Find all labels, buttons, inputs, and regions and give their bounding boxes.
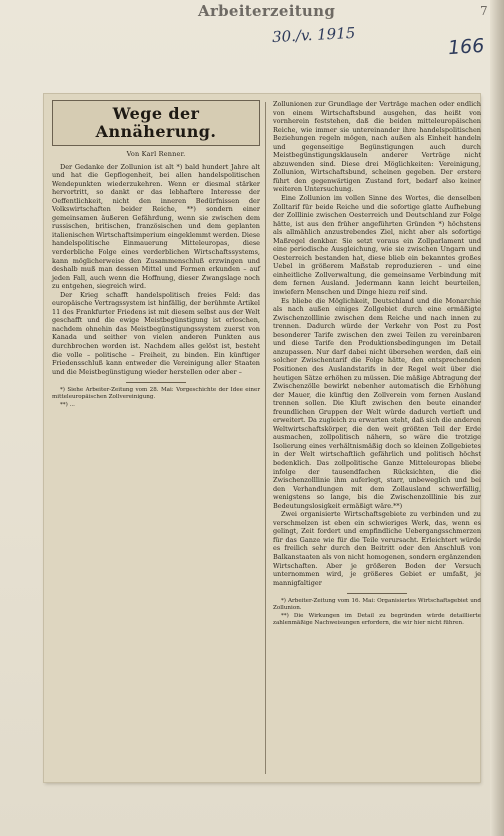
article-title: Wege der Annäherung. bbox=[95, 104, 217, 141]
headline-box bbox=[52, 100, 260, 146]
footnote-rule bbox=[347, 593, 407, 594]
article-paragraph: Der Krieg schafft handelspolitisch freies Feld: das europäische Vertragssystem ist hinfällig, der berühmte Artikel 11 des Frankfurter Friedens ist mit diesem selbst aus der Welt geschafft und die ewige Meistbegünstigung ist erloschen, nachdem ohnehin das Meistbegünstigungssystem zuerst von Kanada und seither von vielen anderen Punkten aus durchbrochen worden ist. Nachdem alles gelöst ist, besteht die volle – politische – Freiheit, zu binden. Ein künftiger Friedensschluß kann entweder die Vereinigung aller Staaten und die Meistbegünstigung wieder herstellen oder aber – bbox=[52, 290, 260, 376]
top-corner-mark: 7 bbox=[480, 4, 488, 18]
article-right-column bbox=[273, 100, 481, 627]
column-divider bbox=[265, 102, 266, 774]
footnote: *) Arbeiter-Zeitung vom 16. Mai: Organisiertes Wirtschaftsgebiet und Zollunion. bbox=[273, 598, 481, 612]
article-byline: Von Karl Renner. bbox=[126, 150, 186, 158]
handwritten-date: 30./v. 1915 bbox=[271, 23, 356, 47]
handwritten-page-number: 166 bbox=[447, 34, 485, 60]
article-paragraph: Zollunionen zur Grundlage der Verträge machen oder endlich von einem Wirtschaftsbund ausgehen, das heißt von vornherein feststehen, daß die beiden mitteleuropäischen Reiche, wie immer sie untereinander ihre handelspolitischen Beziehungen regeln mögen, nach außen als Einheit handeln und gegenseitige Begünstigungen auch durch Meistbegünstigungsklauseln anderer Verträge nicht abzuwenden sind. Diese drei Möglichkeiten: Vereinigung, Zollunion, Wirtschaftsbund, scheinen gegeben. Der erstere führt den gegenwärtigen Zustand fort, bedarf also keiner weiteren Untersuchung. bbox=[273, 100, 481, 194]
footnote: **) Die Wirkungen im Detail zu begründen würde detaillierte zahlenmäßige Nachweisungen erfordern, die wir hier nicht führen. bbox=[273, 612, 481, 626]
article-paragraph: Zwei organisierte Wirtschaftsgebiete zu verbinden und zu verschmelzen ist eben ein schwieriges Werk, das, wenn es gelingt, Zeit fordert und empfindliche Uebergangsschmerzen für das Ganze wie für die Teile verursacht. Erleichtert würde es freilich sehr durch den Beitritt oder den Anschluß von Balkanstaaten als von nicht homogenen, sondern ergänzenden Wirtschaften. Aber je größeren Boden der Versuch unternommen wird, je größeres Gebiet er umfaßt, je mannigfaltiger bbox=[273, 510, 481, 587]
footnote-rule bbox=[126, 382, 186, 383]
article-paragraph: Eine Zollunion im vollen Sinne des Wortes, die denselben Zolltarif für beide Reiche und die sofortige glatte Aufhebung der Zolllinie zwischen Oesterreich und Deutschland zur Folge hätte, ist aus den früher angeführten Gründen *) höchstens als allmählich anzustrebendes Ziel, nicht aber als sofortige Maßregel denkbar. Sie setzt voraus ein Zollparlament und eine periodische Ausgleichung, wie sie zwischen Ungarn und Oesterreich bestanden hat, diese blieb ein bekanntes großes Uebel in größerem Maßstab reproduzieren – und eine einheitliche Zollverwaltung, die gemeinsame Verbindung mit dem fernen Ausland. Jedermann kann leicht beurteilen, inwiefern Menschen und Dinge hiezu reif sind. bbox=[273, 194, 481, 297]
footnote: **) ... bbox=[60, 401, 75, 408]
article-paragraph: Der Gedanke der Zollunion ist alt *) bald hundert Jahre alt und hat die Gepflogenheit, bei allen handelspolitischen Wendepunkten wiederzukehren. Wenn er diesmal stärker hervortritt, so dankt er das lebhaftere Interesse der Oeffentlichkeit, nicht den inneren Bedürfnissen der Volkswirtschaften beider Reiche, **) sondern einer gemeinsamen äußeren Gefährdung, wenn sie zwischen dem russischen, britischen, französischen und dem geplanten italienischen Wirtschaftsimperium eingeklemmt werden. Diese handelspolitische Einmauerung Mitteleuropas, diese verderbliche Folge eines verderblichen Wirtschaftssystems, kann möglicherweise den Zusammenschluß erzwingen und deshalb muß man dessen Mittel und Formen erkunden – auf jeden Fall, auch wenn die Hoffnung, dieser Zwangslage noch zu entgehen, siegreich wird. bbox=[52, 162, 260, 291]
sheet-edge-shadow bbox=[490, 0, 504, 836]
article-paragraph: Es bliebe die Möglichkeit, Deutschland und die Monarchie als nach außen einiges Zollgebiet durch eine ermäßigte Zwischenzolllinie zwischen dem Reiche und nach innen zu trennen. Dadurch würde der Verkehr von Post zu Post besonderer Tarife zwischen den zwei Teilen zu vereinbaren und diese Tarife den Produktionsbedingungen im Detail anzupassen. Nur darf dabei nicht übersehen werden, daß ein solcher Zwischentarif die Folge hätte, den entsprechenden Positionen des Auslandstarifs in der Regel weit über die heutigen Sätze erhöhen zu müssen. Die mäßige Abtragung der Zwischenzölle bewirkt nebenher automatisch die Erhöhung der Mauer, die künftig den Zollverein vom fernen Ausland trennen sollen. Die Kluft zwischen den beute einander freundlichen Gruppen der Welt würde dadurch vertieft und erweitert. Da zugleich zu erwarten steht, daß sich die anderen Weltwirtschaftskörper, die den weit größten Teil der Erde ausmachen, zollpolitisch nähern, so wäre die trotzige Isolierung eines verhältnismäßig doch so kleinen Zollgebietes in der Welt wirtschaftlich gefährlich und politisch höchst bedenklich. Das zollpolitische Ganze Mitteleuropas bliebe infolge der tausendfachen Rücksichten, die die Zwischenzolllinie ihm auferlegt, starr, unbeweglich und bei den Verhandlungen mit dem Zollausland schwerfällig, wenigstens so lange, bis die Zwischenzolllinie bis zur Bedeutungslosigkeit ermäßigt wäre.**) bbox=[273, 296, 481, 510]
newspaper-masthead: Arbeiterzeitung bbox=[198, 2, 336, 20]
newspaper-clipping bbox=[44, 94, 480, 782]
article-left-column bbox=[52, 100, 260, 409]
footnote: *) Siehe Arbeiter-Zeitung vom 28. Mai: Vorgeschichte der Idee einer mitteleuropäischen Zollvereinigung. bbox=[52, 387, 260, 401]
